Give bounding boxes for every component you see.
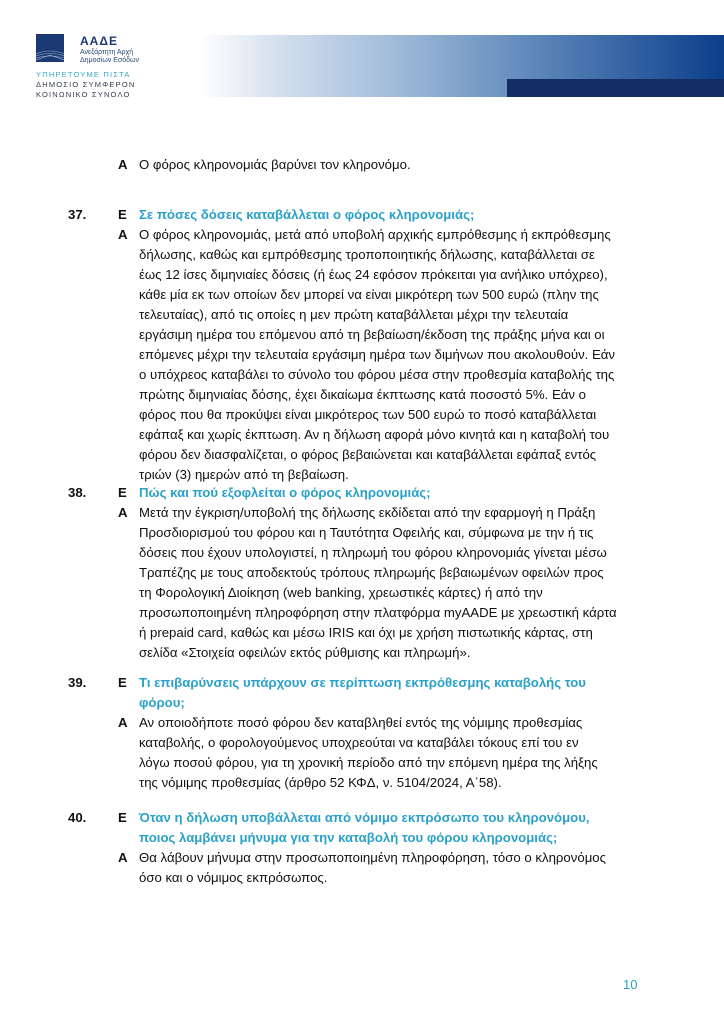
question-tag: Ε bbox=[118, 675, 127, 690]
answer-line: τη Φορολογική Διοίκηση (web banking, χρεωστικές κάρτες) ή από την bbox=[139, 585, 543, 600]
aade-emblem-icon bbox=[36, 34, 64, 62]
answer-line: καταβολής, ο φορολογούμενος υποχρεούται να καταβάλει τόκους επί του εν bbox=[139, 735, 579, 750]
question-number: 37. bbox=[68, 207, 87, 222]
question-text bbox=[139, 808, 639, 848]
answer-line: Μετά την έγκριση/υποβολή της δήλωσης εκδίδεται από την εφαρμογή η Πράξη bbox=[139, 505, 596, 520]
answer-text bbox=[139, 225, 639, 485]
answer-line: τριών (3) ημερών από τη βεβαίωση. bbox=[139, 467, 349, 482]
answer-tag: Α bbox=[118, 505, 128, 520]
logo-subtitle bbox=[80, 49, 139, 65]
answer-line: πρώτης διμηνιαίας δόσης, έχει δικαίωμα έκπτωσης κατά ποσοστό 5%. Εάν ο bbox=[139, 387, 586, 402]
answer-line: Τραπέζης με τους αποδεκτούς τρόπους πληρωμής βεβαιωμένων οφειλών προς bbox=[139, 565, 604, 580]
answer-line: Θα λάβουν μήνυμα στην προσωποποιημένη πληροφόρηση, τόσο ο κληρονόμος bbox=[139, 850, 606, 865]
answer-line: φόρου δεν διασφαλίζεται, ο φόρος βεβαιώνεται και καταβάλλεται εφάπαξ εντός bbox=[139, 447, 597, 462]
question-tag: Ε bbox=[118, 810, 127, 825]
question-line: ποιος λαμβάνει μήνυμα για την καταβολή του φόρου κληρονομιάς; bbox=[139, 830, 558, 845]
answer-tag: Α bbox=[118, 227, 128, 242]
answer-tag: Α bbox=[118, 715, 128, 730]
answer-line: Προσδιορισμού του φόρου και η Ταυτότητα Οφειλής και, σύμφωνα με την ή τις bbox=[139, 525, 594, 540]
answer-line: Ο φόρος κληρονομιάς, μετά από υποβολή αρχικής εμπρόθεσμης ή εκπρόθεσμης bbox=[139, 227, 611, 242]
answer-line: εργάσιμη ημέρα του επόμενου από τη βεβαίωση/έκδοση της πράξης μήνα και οι bbox=[139, 327, 605, 342]
answer-line: τελευταίας), από τις οποίες η μεν πρώτη καταβάλλεται μέχρι την τελευταία bbox=[139, 307, 569, 322]
question-line: Τι επιβαρύνσεις υπάρχουν σε περίπτωση εκπρόθεσμης καταβολής του bbox=[139, 675, 586, 690]
question-tag: Ε bbox=[118, 207, 127, 222]
slogan-line: ΚΟΙΝΩΝΙΚΟ ΣΥΝΟΛΟ bbox=[36, 90, 131, 99]
slogan-line: ΔΗΜΟΣΙΟ ΣΥΜΦΕΡΟΝ bbox=[36, 80, 136, 89]
answer-line: της νόμιμης προθεσμίας (άρθρο 52 ΚΦΔ, ν. 5104/2024, Α΄58). bbox=[139, 775, 502, 790]
question-text bbox=[139, 673, 639, 713]
logo-subtitle-line: Δημοσίων Εσόδων bbox=[80, 57, 140, 64]
question-text: Πώς και πού εξοφλείται ο φόρος κληρονομιάς; bbox=[139, 485, 431, 500]
answer-line: έως 12 ίσες διμηνιαίες δόσεις (ή έως 24 εφόσον πρόκειται για ανήλικο υπόχρεο), bbox=[139, 267, 608, 282]
answer-line: σελίδα «Στοιχεία οφειλών εκτός ρύθμισης και πληρωμή». bbox=[139, 645, 471, 660]
answer-line: όσο και ο νόμιμος εκπρόσωπος. bbox=[139, 870, 328, 885]
answer-line: ο υπόχρεος καταβάλει το σύνολο του φόρου μέσα στην προθεσμία καταβολής της bbox=[139, 367, 615, 382]
logo-title: ΑΑΔΕ bbox=[80, 34, 118, 48]
header-banner-bar bbox=[507, 79, 724, 97]
question-number: 38. bbox=[68, 485, 87, 500]
answer-line: εφάπαξ και χωρίς έκπτωση. Αν η δήλωση αφορά μόνο κινητά και η καταβολή του bbox=[139, 427, 610, 442]
answer-line: δήλωσης, καθώς και εμπρόθεσμης τροποποιητικής δήλωσης, καταβάλλεται σε bbox=[139, 247, 595, 262]
answer-tag: Α bbox=[118, 850, 128, 865]
answer-tag: Α bbox=[118, 157, 128, 172]
answer-line: προσωποποιημένη πληροφόρηση στην πλατφόρμα myAADE με χρεωστική κάρτα bbox=[139, 605, 617, 620]
answer-line: δόσεις που έχουν υπολογιστεί, η πληρωμή του φόρου κληρονομιάς γίνεται μέσω bbox=[139, 545, 607, 560]
question-tag: Ε bbox=[118, 485, 127, 500]
slogan-line: ΥΠΗΡΕΤΟΥΜΕ ΠΙΣΤΑ bbox=[36, 70, 131, 79]
question-number: 40. bbox=[68, 810, 87, 825]
question-text: Σε πόσες δόσεις καταβάλλεται ο φόρος κληρονομιάς; bbox=[139, 207, 475, 222]
answer-text: Ο φόρος κληρονομιάς βαρύνει τον κληρονόμο. bbox=[139, 157, 411, 172]
answer-line: Αν οποιοδήποτε ποσό φόρου δεν καταβληθεί εντός της νόμιμης προθεσμίας bbox=[139, 715, 583, 730]
page-header bbox=[0, 0, 724, 100]
aade-logo bbox=[36, 34, 156, 100]
page-number: 10 bbox=[623, 977, 638, 992]
answer-line: επόμενες μέχρι την τελευταία εργάσιμη ημέρα των διμήνων που ακολουθούν. Εάν bbox=[139, 347, 616, 362]
logo-slogan bbox=[36, 70, 135, 100]
question-number: 39. bbox=[68, 675, 87, 690]
answer-text bbox=[139, 503, 639, 663]
answer-text bbox=[139, 848, 639, 888]
answer-line: λόγω ποσού φόρου, για τη χρονική περίοδο από την επόμενη ημέρα της λήξης bbox=[139, 755, 598, 770]
answer-line: κάθε μία εκ των οποίων δεν μπορεί να είναι μικρότερη των 500 ευρώ (πλην της bbox=[139, 287, 599, 302]
logo-subtitle-line: Ανεξάρτητη Αρχή bbox=[80, 49, 134, 56]
question-line: Όταν η δήλωση υποβάλλεται από νόμιμο εκπρόσωπο του κληρονόμου, bbox=[139, 810, 590, 825]
answer-line: ή prepaid card, καθώς και μέσω IRIS και όχι με χρήση πιστωτικής κάρτας, στη bbox=[139, 625, 593, 640]
question-line: φόρου; bbox=[139, 695, 185, 710]
answer-line: φόρος που θα προκύψει είναι μικρότερος των 500 ευρώ το ποσό καταβάλλεται bbox=[139, 407, 597, 422]
answer-text bbox=[139, 713, 639, 793]
